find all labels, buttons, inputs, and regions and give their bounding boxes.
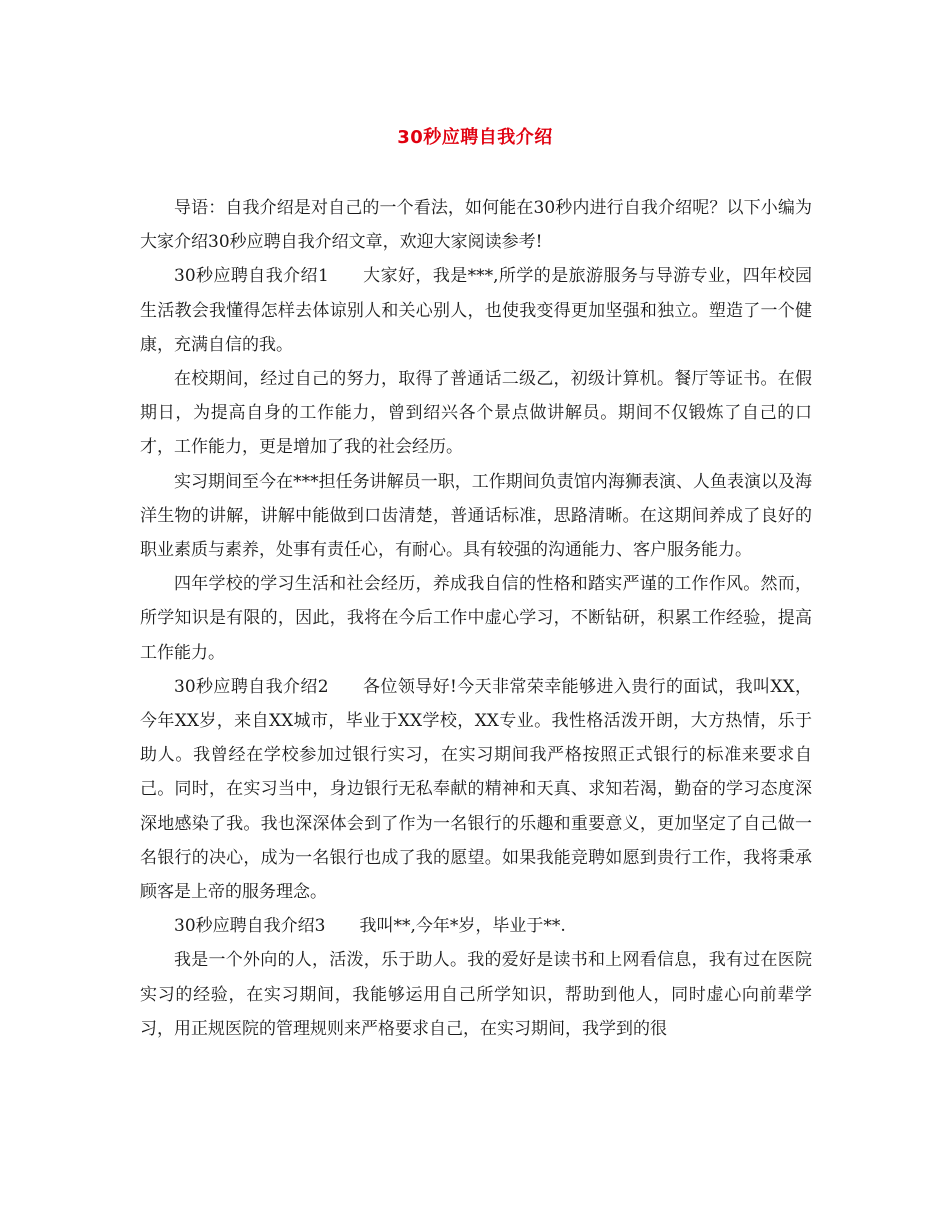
section-2-text: 各位领导好!今天非常荣幸能够进入贵行的面试，我叫XX，今年XX岁，来自XX城市，毕业于XX学校，XX专业。我性格活泼开朗，大方热情，乐于助人。我曾经在学校参加过银行实习，在实习期间我严格按照正式银行的标准来要求自己。同时，在实习当中，身边银行无私奉献的精神和天真、求知若渴，勤奋的学习态度深深地感染了我。我也深深体会到了作为一名银行的乐趣和重要意义，更加坚定了自己做一名银行的决心，成为一名银行也成了我的愿望。如果我能竞聘如愿到贵行工作，我将秉承顾客是上帝的服务理念。 xyxy=(140,676,812,903)
document-title: 30秒应聘自我介绍 xyxy=(397,127,553,148)
section-1-paragraph xyxy=(140,259,812,362)
paragraph-school-life: 四年学校的学习生活和社会经历，养成我自信的性格和踏实严谨的工作作风。然而，所学知识是有限的，因此，我将在今后工作中虚心学习，不断钻研，积累工作经验，提高工作能力。 xyxy=(140,574,812,663)
section-3-paragraph xyxy=(140,909,812,943)
section-3-text: 我叫**,今年*岁，毕业于**. xyxy=(359,916,566,937)
paragraph-personality: 我是一个外向的人，活泼，乐于助人。我的爱好是读书和上网看信息，我有过在医院实习的经验，在实习期间，我能够运用自己所学知识，帮助到他人，同时虚心向前辈学习，用正规医院的管理规则来严格要求自己，在实习期间，我学到的很 xyxy=(140,950,812,1039)
intro-paragraph: 导语：自我介绍是对自己的一个看法，如何能在30秒内进行自我介绍呢？以下小编为大家介绍30秒应聘自我介绍文章，欢迎大家阅读参考! xyxy=(140,198,812,253)
section-2-paragraph xyxy=(140,670,812,909)
paragraph-campus: 在校期间，经过自己的努力，取得了普通话二级乙，初级计算机。餐厅等证书。在假期日，为提高自身的工作能力，曾到绍兴各个景点做讲解员。期间不仅锻炼了自己的口才，工作能力，更是增加了我的社会经历。 xyxy=(140,369,812,458)
section-2-heading: 30秒应聘自我介绍2 xyxy=(174,676,329,697)
document-body xyxy=(140,191,812,1046)
section-3-heading: 30秒应聘自我介绍3 xyxy=(174,916,326,937)
section-1-text: 大家好，我是***,所学的是旅游服务与导游专业，四年校园生活教会我懂得怎样去体谅别人和关心别人，也使我变得更加坚强和独立。塑造了一个健康，充满自信的我。 xyxy=(140,266,813,355)
paragraph-internship: 实习期间至今在***担任务讲解员一职，工作期间负责馆内海狮表演、人鱼表演以及海洋生物的讲解，讲解中能做到口齿清楚，普通话标准，思路清晰。在这期间养成了良好的职业素质与素养，处事有责任心，有耐心。具有较强的沟通能力、客户服务能力。 xyxy=(140,471,812,561)
section-1-heading: 30秒应聘自我介绍1 xyxy=(174,266,329,287)
